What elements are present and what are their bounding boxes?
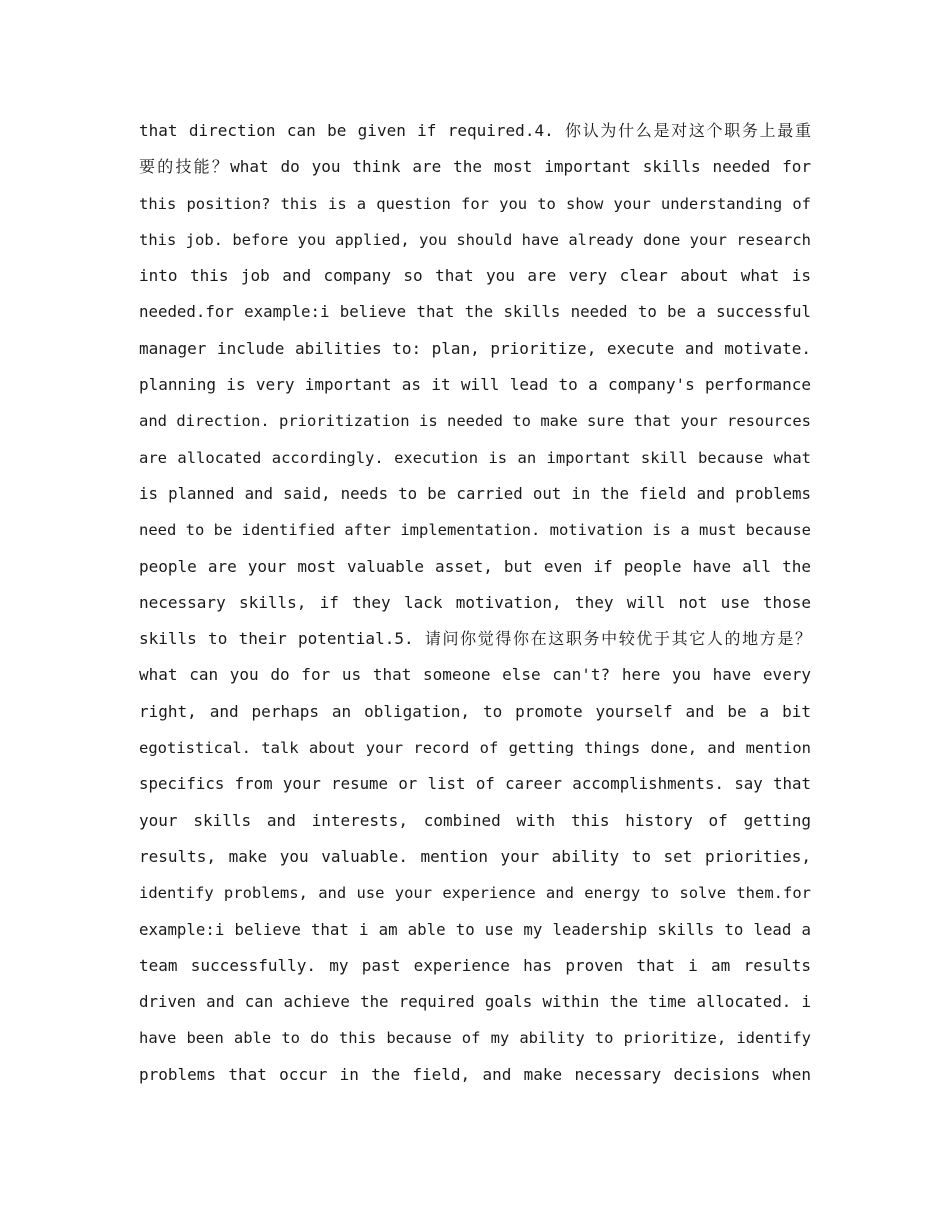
text-line: and direction. prioritization is needed to make sure that your resources [139, 412, 811, 431]
text-line: skills to their potential.5. 请问你觉得你在这职务中较优于其它人的地方是？ [139, 629, 811, 649]
text-line: 要的技能？what do you think are the most important skills needed for [139, 157, 811, 177]
text-line: egotistical. talk about your record of getting things done, and mention [139, 739, 811, 758]
text-line: have been able to do this because of my ability to prioritize, identify [139, 1029, 811, 1048]
text-line: this position? this is a question for you to show your understanding of [139, 194, 811, 213]
text-line: need to be identified after implementation. motivation is a must because [139, 521, 811, 540]
text-line: needed.for example:i believe that the skills needed to be a successful [139, 302, 811, 322]
text-line: driven and can achieve the required goals within the time allocated. i [139, 992, 811, 1012]
text-line: problems that occur in the field, and make necessary decisions when [139, 1064, 811, 1084]
text-line: into this job and company so that you are very clear about what is [139, 266, 811, 286]
text-line: is planned and said, needs to be carried out in the field and problems [139, 483, 811, 503]
text-line: planning is very important as it will lead to a company's performance [139, 375, 811, 395]
text-line: are allocated accordingly. execution is an important skill because what [139, 448, 811, 467]
text-line: people are your most valuable asset, but even if people have all the [139, 556, 811, 576]
text-line: example:i believe that i am able to use my leadership skills to lead a [139, 919, 811, 939]
text-line: team successfully. my past experience has proven that i am results [139, 955, 811, 975]
text-line: right, and perhaps an obligation, to promote yourself and be a bit [139, 701, 811, 721]
text-line: what can you do for us that someone else can't? here you have every [139, 665, 811, 685]
text-line: that direction can be given if required.4. 你认为什么是对这个职务上最重 [139, 121, 811, 140]
body-text [139, 113, 811, 1093]
text-line: this job. before you applied, you should have already done your research [139, 230, 811, 249]
text-line: necessary skills, if they lack motivation, they will not use those [139, 592, 811, 612]
text-line: manager include abilities to: plan, prioritize, execute and motivate. [139, 338, 811, 358]
text-line: specifics from your resume or list of career accomplishments. say that [139, 774, 811, 794]
text-line: identify problems, and use your experience and energy to solve them.for [139, 884, 811, 903]
text-line: your skills and interests, combined with this history of getting [139, 810, 811, 830]
text-line: results, make you valuable. mention your ability to set priorities, [139, 846, 811, 866]
